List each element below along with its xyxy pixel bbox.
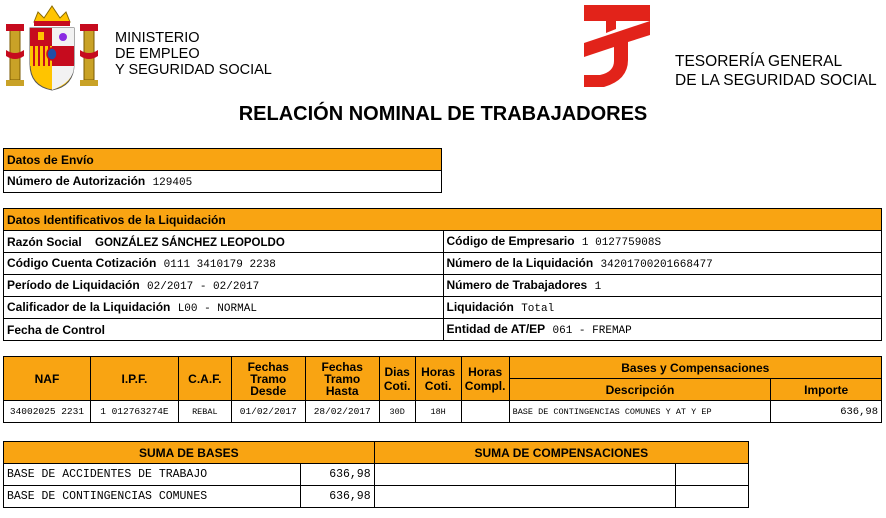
col-horas-compl — [461, 357, 509, 401]
periodo-label: Período de Liquidación — [7, 278, 140, 292]
compensacion-row-1-label — [374, 464, 675, 486]
page-title: RELACIÓN NOMINAL DE TRABAJADORES — [238, 103, 648, 125]
hasta-cell: 28/02/2017 — [305, 401, 379, 423]
envio-section-title: Datos de Envío — [4, 149, 442, 171]
tgss-line-2: DE LA SEGURIDAD SOCIAL — [675, 72, 877, 89]
col-hasta — [305, 357, 379, 401]
ministry-line-1: MINISTERIO — [115, 30, 200, 46]
ministry-line-3: Y SEGURIDAD SOCIAL — [115, 62, 272, 78]
entidad-label: Entidad de AT/EP — [446, 322, 546, 336]
suma-row-2-value: 636,98 — [300, 486, 374, 508]
num-liquidacion-label: Número de la Liquidación — [446, 256, 594, 270]
razon-social-label: Razón Social — [7, 234, 82, 249]
sumas-table — [3, 441, 749, 508]
periodo-value: 02/2017 - 02/2017 — [147, 281, 260, 293]
col-desde-l3: Desde — [250, 383, 287, 398]
num-trabajadores-cell — [443, 275, 881, 297]
tipo-liquidacion-cell — [443, 297, 881, 319]
calificador-value: L00 - NORMAL — [177, 303, 257, 315]
col-hasta-l1: Fechas — [321, 359, 363, 374]
dias-cell: 30D — [379, 401, 415, 423]
ccc-cell — [4, 253, 444, 275]
suma-row-1-label: BASE DE ACCIDENTES DE TRABAJO — [4, 464, 301, 486]
suma-row-1-value: 636,98 — [300, 464, 374, 486]
razon-social-cell — [4, 231, 444, 253]
caf-cell: REBAL — [178, 401, 231, 423]
spain-coat-of-arms-icon — [4, 2, 100, 94]
autorizacion-label: Número de Autorización — [7, 174, 146, 188]
suma-row-2-label: BASE DE CONTINGENCIAS COMUNES — [4, 486, 301, 508]
compensacion-row-2-label — [374, 486, 675, 508]
col-naf: NAF — [4, 357, 91, 401]
tipo-liquidacion-value: Total — [521, 303, 555, 315]
col-desde — [231, 357, 305, 401]
col-descripcion: Descripción — [509, 379, 771, 401]
importe-cell: 636,98 — [771, 401, 882, 423]
num-liquidacion-cell — [443, 253, 881, 275]
ministry-line-2: DE EMPLEO — [115, 46, 200, 62]
tipo-liquidacion-label: Liquidación — [446, 300, 514, 314]
autorizacion-value: 129405 — [152, 177, 193, 189]
col-horasc-l2: Compl. — [464, 378, 506, 393]
col-caf: C.A.F. — [178, 357, 231, 401]
liquidacion-section-title: Datos Identificativos de la Liquidación — [4, 209, 882, 231]
col-dias — [379, 357, 415, 401]
entidad-value: 061 - FREMAP — [552, 325, 632, 337]
col-desde-l2: Tramo — [250, 371, 287, 386]
table-row — [4, 486, 749, 508]
tgss-logo-icon — [582, 3, 652, 87]
col-dias-l1: Dias — [384, 364, 410, 379]
fecha-control-label: Fecha de Control — [7, 322, 106, 337]
horas-compl-cell — [461, 401, 509, 423]
horas-cell: 18H — [415, 401, 461, 423]
workers-table — [3, 356, 882, 423]
tgss-line-1: TESORERÍA GENERAL — [675, 53, 843, 70]
razon-social-value: GONZÁLEZ SÁNCHEZ LEOPOLDO — [95, 236, 285, 249]
compensacion-row-1-value — [676, 464, 749, 486]
periodo-cell — [4, 275, 444, 297]
tgss-name — [675, 52, 877, 90]
entidad-cell — [443, 319, 881, 341]
col-desde-l1: Fechas — [247, 359, 289, 374]
calificador-label: Calificador de la Liquidación — [7, 300, 171, 314]
ccc-label: Código Cuenta Cotización — [7, 256, 157, 270]
ministry-name — [115, 30, 272, 78]
ccc-value: 0111 3410179 2238 — [163, 259, 276, 271]
col-ipf: I.P.F. — [90, 357, 178, 401]
naf-cell: 34002025 2231 — [4, 401, 91, 423]
codigo-empresario-value: 1 012775908S — [581, 237, 662, 249]
col-horas — [415, 357, 461, 401]
col-horas-l2: Coti. — [424, 378, 452, 393]
envio-table — [3, 148, 442, 193]
ipf-cell: 1 012763274E — [90, 401, 178, 423]
col-horasc-l1: Horas — [468, 364, 503, 379]
desde-cell: 01/02/2017 — [231, 401, 305, 423]
suma-bases-title: SUMA DE BASES — [4, 442, 375, 464]
table-row — [4, 464, 749, 486]
col-hasta-l2: Tramo — [324, 371, 361, 386]
liquidacion-table — [3, 208, 882, 341]
calificador-cell — [4, 297, 444, 319]
table-row — [4, 401, 882, 423]
num-liquidacion-value: 34201700201668477 — [600, 259, 713, 271]
col-hasta-l3: Hasta — [325, 383, 359, 398]
descripcion-cell: BASE DE CONTINGENCIAS COMUNES Y AT Y EP — [509, 401, 771, 423]
col-horas-l1: Horas — [421, 364, 456, 379]
suma-compensaciones-title: SUMA DE COMPENSACIONES — [374, 442, 748, 464]
autorizacion-cell — [4, 171, 442, 193]
fecha-control-cell — [4, 319, 444, 341]
codigo-empresario-cell — [443, 231, 881, 253]
col-dias-l2: Coti. — [383, 378, 411, 393]
col-importe: Importe — [771, 379, 882, 401]
num-trabajadores-value: 1 — [594, 281, 602, 293]
num-trabajadores-label: Número de Trabajadores — [446, 278, 588, 292]
codigo-empresario-label: Código de Empresario — [446, 234, 575, 248]
col-bases: Bases y Compensaciones — [509, 357, 881, 379]
compensacion-row-2-value — [676, 486, 749, 508]
